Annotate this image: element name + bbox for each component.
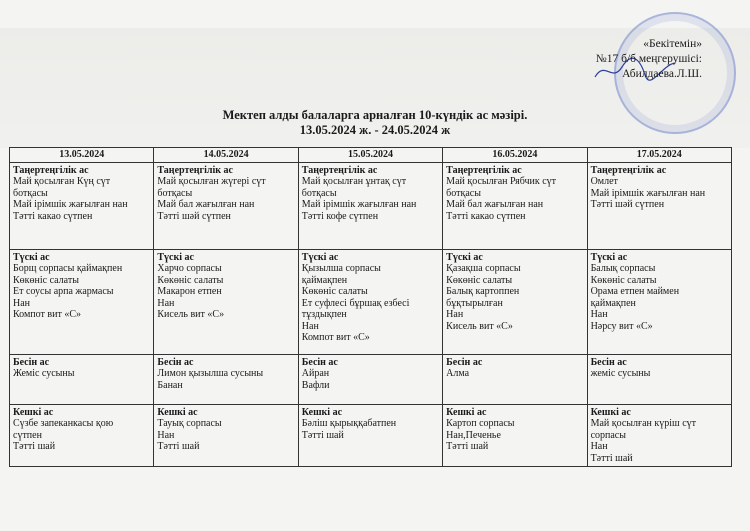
- dish-item: қаймақпен: [301, 274, 348, 286]
- dish-item: Нәрсу вит «С»: [590, 320, 653, 332]
- dish-item: Балық картоппен: [446, 286, 520, 297]
- dish-item: Тәтті шай: [157, 441, 200, 452]
- dish-item: Орама етпен маймен: [590, 286, 680, 297]
- dish-item: Тәтті шәй сүтпен: [157, 210, 231, 222]
- dish-item: Қызылша сорпасы: [301, 263, 381, 274]
- dish-item: Май қосылған ұнтақ сүт: [301, 176, 407, 187]
- dish-item: Май қосылған жүгері сүт: [157, 176, 266, 187]
- dinner-row: [10, 404, 732, 467]
- menu-cell: [587, 354, 731, 404]
- meal-label: Түскі ас: [446, 251, 483, 263]
- date-header: 14.05.2024: [154, 148, 298, 163]
- menu-cell: [587, 162, 731, 249]
- dish-item: Лимон қызылша сусыны: [157, 368, 264, 379]
- lunch-row: [10, 249, 732, 354]
- dish-item: Нан: [13, 297, 31, 309]
- menu-cell: [10, 162, 154, 249]
- dish-item: ботқасы: [446, 187, 481, 199]
- dish-item: Май бал жағылған нан: [446, 199, 544, 210]
- approval-word: «Бекітемін»: [643, 38, 702, 50]
- dish-item: Ет суфлесі бұршақ езбесі: [301, 297, 410, 309]
- meal-label: Таңертеңгілік ас: [590, 164, 667, 176]
- document-title: [0, 108, 750, 138]
- menu-cell: [10, 249, 154, 354]
- dish-item: Тауық сорпасы: [157, 418, 222, 429]
- menu-cell: [587, 404, 731, 467]
- dish-item: бұқтырылған: [446, 297, 503, 309]
- date-header: 15.05.2024: [298, 148, 442, 163]
- dish-item: қаймақпен: [590, 297, 636, 309]
- dish-item: Көкөніс салаты: [301, 286, 368, 297]
- dish-item: Банан: [157, 379, 183, 391]
- dish-item: Тәтті шай: [13, 441, 56, 452]
- dish-item: Омлет: [590, 176, 618, 187]
- dish-item: Алма: [446, 368, 470, 379]
- dish-item: Нан,Печенье: [446, 429, 501, 441]
- dish-item: Тәтті какао сүтпен: [446, 210, 526, 222]
- meal-label: Түскі ас: [157, 251, 194, 263]
- approval-role: №17 б/б меңгерушісі:: [595, 53, 702, 65]
- dish-item: Тәтті шай: [590, 452, 633, 464]
- dish-item: Май қосылған Рябчик сүт: [446, 176, 557, 187]
- dish-item: сүтпен: [13, 429, 42, 441]
- date-header-row: [10, 148, 732, 163]
- meal-label: Таңертеңгілік ас: [13, 164, 89, 176]
- dish-item: Кисель вит «С»: [446, 320, 513, 332]
- dish-item: Тәтті шәй сүтпен: [590, 199, 665, 210]
- menu-cell: [443, 354, 587, 404]
- dish-item: ботқасы: [157, 187, 193, 199]
- menu-cell: [154, 249, 298, 354]
- dish-item: Картоп сорпасы: [446, 418, 515, 429]
- meal-label: Бесін ас: [590, 356, 627, 368]
- dish-item: Көкөніс салаты: [446, 274, 513, 286]
- dish-item: Нан: [590, 441, 608, 452]
- meal-label: Таңертеңгілік ас: [446, 164, 522, 176]
- meal-label: Кешкі ас: [446, 406, 487, 418]
- dish-item: Нан: [301, 320, 319, 332]
- menu-table: [9, 147, 732, 467]
- meal-label: Бесін ас: [157, 356, 194, 368]
- menu-cell: [587, 249, 731, 354]
- dish-item: Көкөніс салаты: [13, 274, 79, 286]
- approval-name: Абилдаева.Л.Ш.: [622, 68, 702, 80]
- breakfast-row: [10, 162, 732, 249]
- menu-cell: [10, 354, 154, 404]
- dish-item: Нан: [157, 297, 175, 309]
- title-line-1: Мектеп алды балаларга арналған 10-күндік ас мәзірі.: [222, 108, 528, 122]
- meal-label: Кешкі ас: [157, 406, 198, 418]
- dish-item: Макарон етпен: [157, 286, 222, 297]
- menu-cell: [154, 162, 298, 249]
- dish-item: Тәтті какао сүтпен: [13, 210, 93, 222]
- meal-label: Кешкі ас: [13, 406, 54, 418]
- menu-cell: [154, 354, 298, 404]
- dish-item: Кисель вит «С»: [157, 309, 225, 320]
- dish-item: Нан: [446, 309, 464, 320]
- dish-item: Май қосылған күріш сүт: [590, 418, 697, 429]
- date-header: 13.05.2024: [10, 148, 154, 163]
- dish-item: Май ірімшік жағылған нан: [301, 199, 417, 210]
- dish-item: Вафли: [301, 379, 330, 391]
- dish-item: Нан: [157, 429, 175, 441]
- meal-label: Таңертеңгілік ас: [301, 164, 378, 176]
- meal-label: Кешкі ас: [301, 406, 343, 418]
- dish-item: Қазақша сорпасы: [446, 263, 521, 274]
- dish-item: Көкөніс салаты: [157, 274, 224, 286]
- menu-cell: [443, 162, 587, 249]
- dish-item: Бәліш қырыққабатпен: [301, 418, 397, 429]
- menu-cell: [443, 249, 587, 354]
- dish-item: ботқасы: [13, 187, 48, 199]
- meal-label: Бесін ас: [13, 356, 50, 368]
- dish-item: жеміс сусыны: [590, 368, 651, 379]
- dish-item: Борщ сорпасы қаймақпен: [13, 263, 123, 274]
- menu-cell: [298, 249, 442, 354]
- menu-cell: [298, 404, 442, 467]
- dish-item: Тәтті кофе сүтпен: [301, 210, 379, 222]
- menu-cell: [298, 162, 442, 249]
- meal-label: Бесін ас: [446, 356, 483, 368]
- dish-item: Компот вит «С»: [13, 309, 82, 320]
- menu-cell: [298, 354, 442, 404]
- dish-item: Ет соусы арпа жармасы: [13, 286, 114, 297]
- meal-label: Кешкі ас: [590, 406, 631, 418]
- dish-item: Тәтті шай: [301, 429, 344, 441]
- dish-item: Айран: [301, 368, 330, 379]
- snack-row: [10, 354, 732, 404]
- dish-item: ботқасы: [301, 187, 337, 199]
- menu-cell: [154, 404, 298, 467]
- approval-block: [596, 37, 702, 82]
- dish-item: Май қосылған Күң сүт: [13, 176, 111, 187]
- dish-item: Май ірімшік жағылған нан: [13, 199, 128, 210]
- meal-label: Түскі ас: [301, 251, 339, 263]
- meal-label: Түскі ас: [13, 251, 50, 263]
- dish-item: Жеміс сусыны: [13, 368, 75, 379]
- dish-item: тұздықпен: [301, 309, 347, 320]
- title-line-2: 13.05.2024 ж. - 24.05.2024 ж: [299, 123, 451, 137]
- dish-item: Компот вит «С»: [301, 332, 370, 343]
- date-header: 17.05.2024: [587, 148, 731, 163]
- dish-item: Сүзбе запеканкасы қою: [13, 418, 114, 429]
- dish-item: Нан: [590, 309, 608, 320]
- dish-item: Көкөніс салаты: [590, 274, 657, 286]
- dish-item: сорпасы: [590, 429, 626, 441]
- menu-cell: [10, 404, 154, 467]
- meal-label: Таңертеңгілік ас: [157, 164, 233, 176]
- dish-item: Май ірімшік жағылған нан: [590, 187, 706, 199]
- dish-item: Харчо сорпасы: [157, 263, 222, 274]
- meal-label: Бесін ас: [301, 356, 338, 368]
- menu-cell: [443, 404, 587, 467]
- meal-label: Түскі ас: [590, 251, 628, 263]
- dish-item: Май бал жағылған нан: [157, 199, 255, 210]
- date-header: 16.05.2024: [443, 148, 587, 163]
- dish-item: Тәтті шай: [446, 441, 489, 452]
- dish-item: Балық сорпасы: [590, 263, 656, 274]
